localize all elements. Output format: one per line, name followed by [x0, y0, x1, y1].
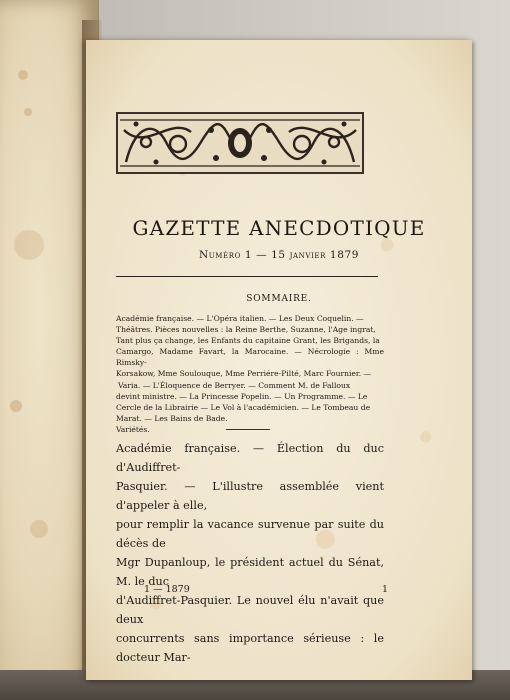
article-line: Pasquier. — L'illustre assemblée vient d'appeler à elle, [116, 480, 384, 512]
sommaire-line: Camargo, Madame Favart, la Marocaine. — Nécrologie : Mme Rimsky- [116, 347, 384, 368]
decorative-header-ornament [116, 112, 364, 174]
sommaire-line: Tant plus ça change, les Enfants du capitaine Grant, les Brigands, la [116, 336, 380, 346]
sommaire-line: devint ministre. — La Princesse Popelin. — Un Programme. — Le [116, 391, 368, 401]
page-number: 1 [382, 584, 389, 595]
sommaire-list [116, 313, 384, 435]
sommaire-line: Marat. — Les Bains de Bade. [116, 413, 228, 423]
sommaire-line: Académie française. — L'Opéra italien. — Les Deux Coquelin. — [116, 314, 364, 323]
sommaire-line: Korsakow, Mme Soulouque, Mme Perriére-Pilté, Marc Fournier. — [116, 369, 372, 379]
article-line: Mgr Dupanloup, le président actuel du Sénat, M. le duc [116, 556, 384, 588]
issue-line [86, 249, 472, 261]
signature-mark: 1 — 1879 [144, 584, 190, 595]
header-rule [116, 276, 378, 277]
issue-line-text: Numéro 1 — 15 janvier 1879 [198, 249, 360, 261]
right-page [86, 40, 472, 680]
sommaire-line: Varia. — L'Éloquence de Berryer. — Comment M. de Falloux [118, 380, 351, 390]
sommaire-heading: SOMMAIRE. [246, 294, 312, 304]
article-body [116, 439, 384, 667]
article-line: d'Audiffret-Pasquier. Le nouvel élu n'avait que deux [116, 594, 384, 626]
section-divider [226, 429, 270, 430]
sommaire-line: Théâtres. Pièces nouvelles : la Reine Berthe, Suzanne, l'Age ingrat, [116, 325, 376, 335]
sommaire-line: Variétés. [116, 424, 150, 434]
article-line: concurrents sans importance sérieuse : le docteur Mar- [116, 632, 384, 664]
gazette-title: GAZETTE ANECDOTIQUE [132, 216, 426, 240]
article-line: Académie française. — Élection du duc d'Audiffret- [116, 442, 384, 474]
article-line: pour remplir la vacance survenue par suite du décès de [116, 518, 384, 550]
sommaire-line: Cercle de la Librairie — Le Vol à l'académicien. — Le Tombeau de [116, 402, 371, 412]
